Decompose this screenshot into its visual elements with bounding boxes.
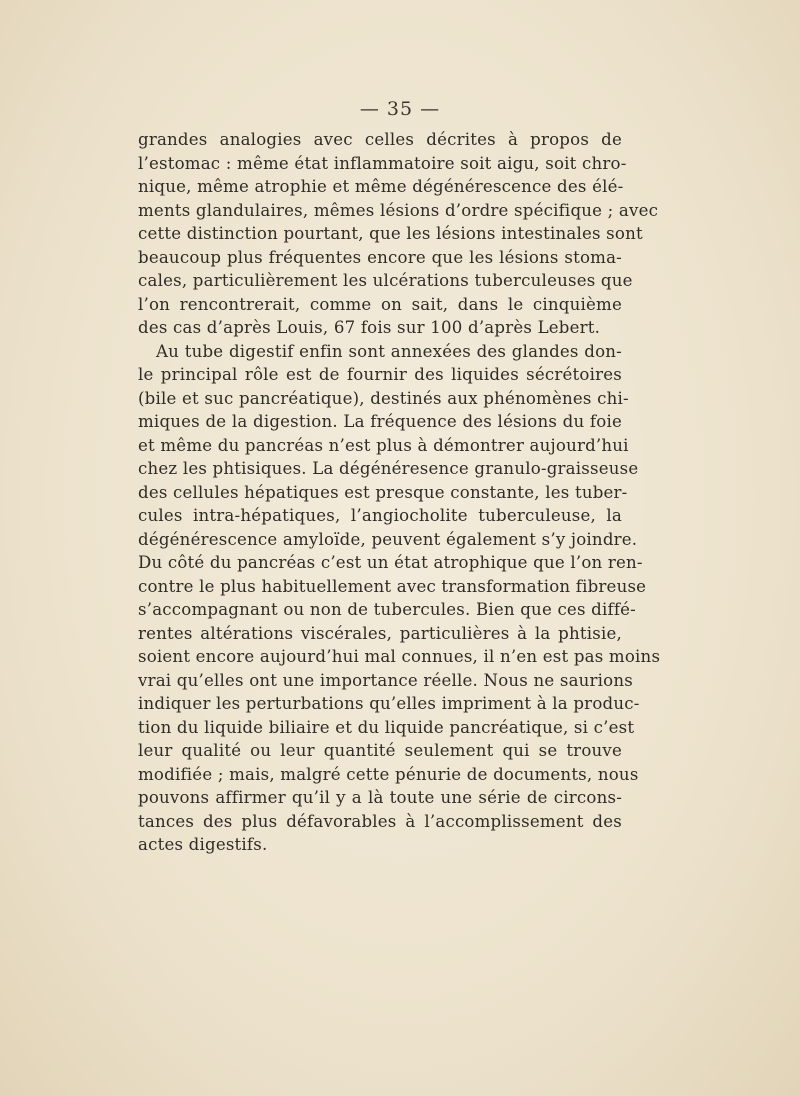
text-line: cette distinction pourtant, que les lésions intestinales sont bbox=[138, 224, 643, 243]
text-line: l’on rencontrerait, comme on sait, dans le cinquième bbox=[138, 294, 622, 314]
text-line: des cas d’après Louis, 67 fois sur 100 d’après Lebert. bbox=[138, 318, 601, 337]
text-line: leur qualité ou leur quantité seulement qui se trouve bbox=[138, 741, 622, 760]
text-line: Au tube digestif enfin sont annexées des glandes don- bbox=[156, 341, 622, 361]
text-line: tances des plus défavorables à l’accomplissement des bbox=[138, 811, 622, 831]
text-line: contre le plus habituellement avec transformation fibreuse bbox=[138, 576, 647, 596]
text-line: Du côté du pancréas c’est un état atrophique que l’on ren- bbox=[138, 553, 643, 572]
text-line: tion du liquide biliaire et du liquide pancréatique, si c’est bbox=[138, 717, 635, 737]
text-line: vrai qu’elles ont une importance réelle. Nous ne saurions bbox=[138, 670, 633, 690]
text-line: cales, particulièrement les ulcérations tuberculeuses que bbox=[138, 271, 633, 290]
text-line: miques de la digestion. La fréquence des lésions du foie bbox=[138, 412, 622, 431]
page-number: — 35 — bbox=[359, 98, 441, 120]
text-line: rentes altérations viscérales, particulières à la phtisie, bbox=[138, 623, 622, 643]
text-line: chez les phtisiques. La dégénéresence granulo-graisseuse bbox=[138, 459, 639, 478]
text-line: grandes analogies avec celles décrites à propos de bbox=[138, 130, 622, 149]
text-line: des cellules hépatiques est presque constante, les tuber- bbox=[138, 482, 628, 502]
text-line: s’accompagnant ou non de tubercules. Bien que ces diffé- bbox=[138, 600, 636, 619]
text-line: cules intra-hépatiques, l’angiocholite tuberculeuse, la bbox=[138, 506, 622, 525]
text-line: soient encore aujourd’hui mal connues, il n’en est pas moins bbox=[138, 647, 661, 666]
text-line: ments glandulaires, mêmes lésions d’ordre spécifique ; avec bbox=[138, 200, 659, 220]
text-line: nique, même atrophie et même dégénérescence des élé- bbox=[138, 177, 624, 196]
text-line: (bile et suc pancréatique), destinés aux phénomènes chi- bbox=[138, 388, 629, 408]
text-line: pouvons affirmer qu’il y a là toute une série de circons- bbox=[138, 788, 622, 807]
text-line: beaucoup plus fréquentes encore que les lésions stoma- bbox=[138, 247, 622, 267]
text-line: actes digestifs. bbox=[138, 835, 268, 854]
text-line: le principal rôle est de fournir des liquides sécrétoires bbox=[138, 365, 622, 384]
text-line: modifiée ; mais, malgré cette pénurie de documents, nous bbox=[138, 764, 639, 784]
body-text bbox=[138, 128, 661, 857]
text-line: l’estomac : même état inflammatoire soit aigu, soit chro- bbox=[138, 153, 627, 173]
text-line: dégénérescence amyloïde, peuvent également s’y joindre. bbox=[138, 529, 638, 549]
text-line: indiquer les perturbations qu’elles impriment à la produc- bbox=[138, 694, 640, 713]
text-line: et même du pancréas n’est plus à démontrer aujourd’hui bbox=[138, 435, 629, 455]
